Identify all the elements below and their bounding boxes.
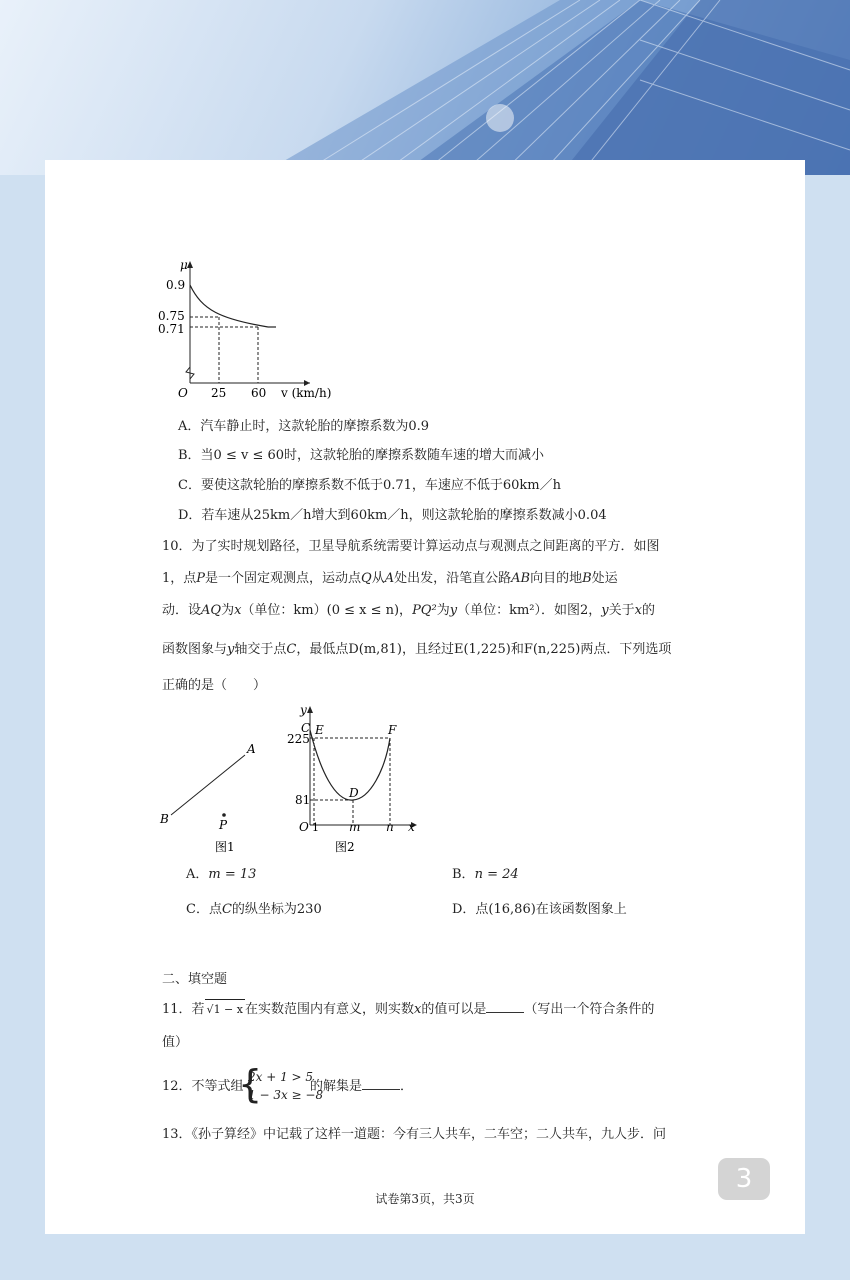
q12-text-a: 12．不等式组 [162, 1079, 244, 1094]
figure-2 [285, 700, 425, 860]
q9-option-c[interactable]: C．要使这款轮胎的摩擦系数不低于0.71，车速应不低于60km／h [178, 478, 562, 493]
x-m-label: m [349, 820, 361, 834]
point-a-label: A [247, 742, 256, 756]
point-c-label: C [301, 721, 311, 735]
q9-option-d[interactable]: D．若车速从25km／h增大到60km／h，则这款轮胎的摩擦系数减小0.04 [178, 508, 607, 523]
q10-option-d[interactable]: D．点(16,86)在该函数图象上 [452, 902, 627, 917]
x-axis-label: v (km/h) [281, 386, 332, 400]
q10-option-b[interactable]: B．n = 24 [452, 867, 519, 882]
q10-option-c[interactable]: C．点C的纵坐标为230 [186, 902, 322, 917]
point-e-label: E [315, 723, 324, 737]
friction-coefficient-graph [150, 255, 332, 405]
ytick-label: 0.75 [158, 309, 185, 323]
ytick-label: 0.9 [166, 278, 186, 292]
mu-axis-label: μ [180, 258, 188, 272]
point-d-label: D [349, 786, 359, 800]
building-graphic [0, 0, 850, 175]
q13-line1: 13．《孙子算经》中记载了这样一道题：今有三人共车，二车空；二人共车，九人步．问 [162, 1127, 667, 1142]
header-banner [0, 0, 850, 175]
figure-1 [155, 735, 265, 860]
xtick-label: 60 [251, 386, 267, 400]
inequality-1: 2x + 1 > 5 [248, 1070, 314, 1084]
x-n-label: n [386, 820, 394, 834]
origin-label: O [299, 820, 309, 834]
answer-blank[interactable] [486, 1000, 524, 1013]
origin-label: O [178, 386, 188, 400]
q10-line5: 正确的是（ ） [162, 678, 267, 693]
q11-line1: 11．若 √1 − x 在实数范围内有意义，则实数x的值可以是 （写出一个符合条件的 [162, 999, 654, 1020]
x-axis-label: x [408, 820, 415, 834]
q11-line2: 值） [162, 1035, 189, 1050]
point-f-label: F [388, 723, 397, 737]
inequality-2: 1 − 3x ≥ −8 [248, 1088, 324, 1102]
point-b-label: B [160, 812, 169, 826]
q10-line1: 10．为了实时规划路径，卫星导航系统需要计算运动点与观测点之间距离的平方．如图 [162, 539, 660, 554]
answer-blank[interactable] [362, 1077, 400, 1090]
q10-option-a[interactable]: A．m = 13 [186, 867, 257, 882]
q9-option-a[interactable]: A．汽车静止时，这款轮胎的摩擦系数为0.9 [178, 419, 430, 434]
q9-option-b[interactable]: B．当0 ≤ v ≤ 60时，这款轮胎的摩擦系数随车速的增大而减小 [178, 448, 545, 463]
q12-text-b: 的解集是 ． [310, 1079, 414, 1094]
section-heading: 二、填空题 [162, 972, 228, 987]
point-p-label: P [219, 818, 228, 832]
figure-1-caption: 图1 [215, 840, 235, 854]
x-1-label: 1 [312, 821, 319, 834]
figure-2-caption: 图2 [335, 840, 355, 854]
sqrt-expression: √1 − x [205, 999, 245, 1020]
q10-line4: 函数图象与y轴交于点C，最低点D(m,81)，且经过E(1,225)和F(n,225)两点．下列选项 [162, 642, 672, 657]
page-footer: 试卷第3页，共3页 [375, 1192, 475, 1206]
q10-line3: 动．设AQ为x（单位：km）(0 ≤ x ≤ n)，PQ²为y（单位：km²）．如图2，y关于x的 [162, 603, 655, 618]
y-225-label: 225 [287, 732, 310, 746]
q10-line2: 1，点P是一个固定观测点，运动点Q从A处出发，沿笔直公路AB向目的地B处运 [162, 571, 618, 586]
brace-icon: { [238, 1062, 263, 1106]
page-number-badge: 3 [718, 1158, 770, 1200]
ytick-label: 0.71 [158, 322, 185, 336]
y-axis-label: y [300, 703, 307, 717]
xtick-label: 25 [211, 386, 227, 400]
y-81-label: 81 [295, 793, 311, 807]
